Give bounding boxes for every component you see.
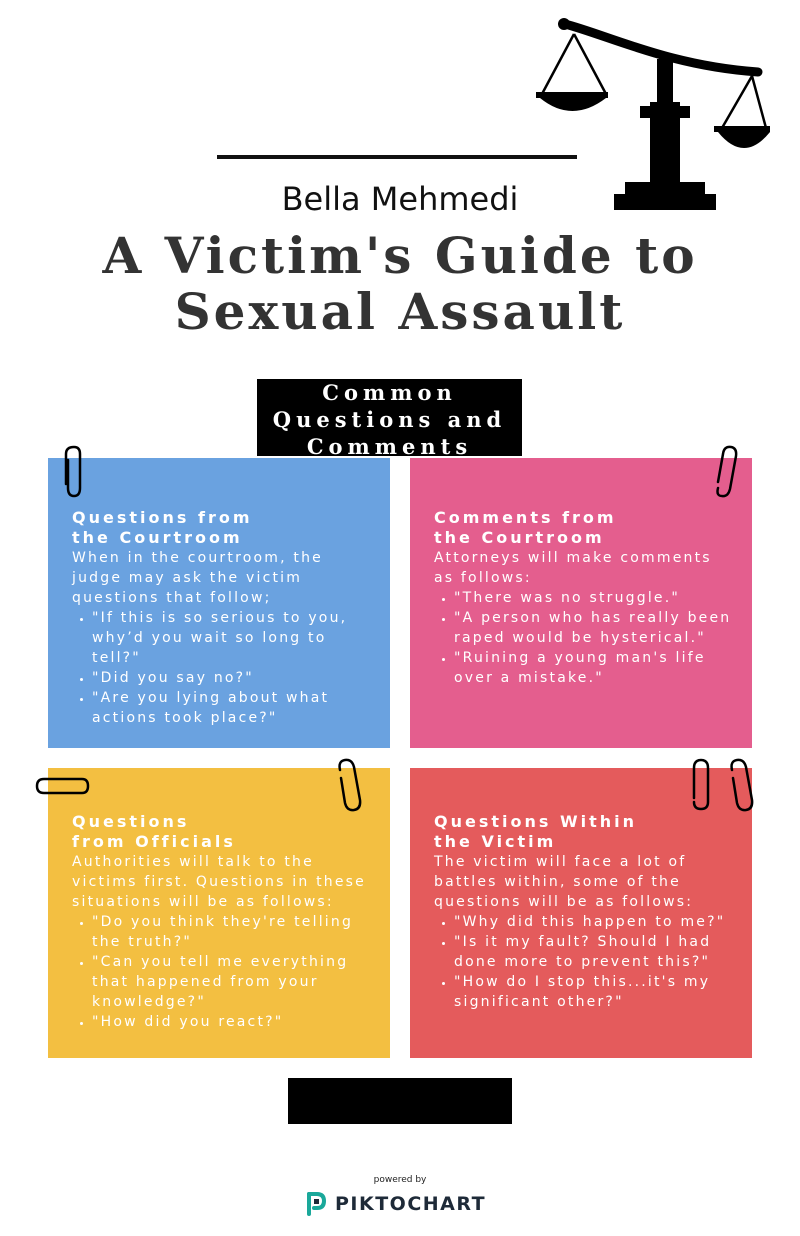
card-title (434, 812, 736, 852)
card-list (72, 912, 374, 1032)
card-title-line-2: the Victim (434, 832, 557, 851)
list-item: • "Is it my fault? Should I had done more to prevent this?" (454, 932, 736, 972)
card-title-line-1: Questions Within (434, 812, 638, 831)
card-title (72, 508, 374, 548)
banner-line-2: Questions and (272, 407, 507, 432)
card-title-line-1: Comments from (434, 508, 617, 527)
list-item: • "Do you think they're telling the truth?" (92, 912, 374, 952)
bottom-black-block (288, 1078, 512, 1124)
list-item: • "Why did this happen to me?" (454, 912, 736, 932)
card-title-line-2: the Courtroom (72, 528, 243, 547)
card-list (434, 588, 736, 688)
header-rule (217, 155, 577, 159)
card-list (434, 912, 736, 1012)
list-item: • "Can you tell me everything that happened from your knowledge?" (92, 952, 374, 1012)
banner-line-1: Common (322, 380, 457, 405)
section-banner (257, 379, 522, 456)
card-comments-courtroom (410, 458, 752, 748)
list-item: • "There was no struggle." (454, 588, 736, 608)
page-title (60, 228, 740, 340)
card-intro: The victim will face a lot of battles within, some of the questions will be as follows: (434, 854, 694, 910)
powered-by-label: powered by (373, 1175, 427, 1185)
card-title (72, 812, 374, 852)
piktochart-brand[interactable] (305, 1188, 505, 1220)
list-item: • "If this is so serious to you, why’d you wait so long to tell?" (92, 608, 374, 668)
title-line-1: A Victim's Guide to (102, 226, 698, 285)
author-name: Bella Mehmedi (281, 180, 519, 218)
card-list (72, 608, 374, 728)
paperclip-icon (34, 774, 92, 798)
banner-line-3: Comments (306, 434, 473, 456)
card-questions-courtroom (48, 458, 390, 748)
paperclip-icon (724, 756, 756, 814)
paperclip-icon (688, 756, 714, 812)
list-item: • "How do I stop this...it's my significant other?" (454, 972, 736, 1012)
list-item: • "Are you lying about what actions took place?" (92, 688, 374, 728)
piktochart-wordmark: PIKTOCHART (335, 1193, 487, 1215)
piktochart-logo-icon (305, 1191, 327, 1217)
paperclip-icon (708, 444, 740, 500)
card-title-line-1: Questions (72, 812, 190, 831)
card-intro: When in the courtroom, the judge may ask the victim questions that follow; (72, 550, 323, 606)
card-intro: Authorities will talk to the victims first. Questions in these situations will be as follows: (72, 854, 366, 910)
list-item: • "A person who has really been raped would be hysterical." (454, 608, 736, 648)
list-item: • "Ruining a young man's life over a mistake." (454, 648, 736, 688)
paperclip-icon (332, 756, 364, 814)
list-item: • "How did you react?" (92, 1012, 374, 1032)
list-item: • "Did you say no?" (92, 668, 374, 688)
card-title (434, 508, 736, 548)
title-line-2: Sexual Assault (174, 282, 626, 341)
paperclip-icon (60, 444, 86, 500)
card-title-line-2: the Courtroom (434, 528, 605, 547)
card-title-line-1: Questions from (72, 508, 253, 527)
card-intro: Attorneys will make comments as follows: (434, 550, 712, 586)
card-title-line-2: from Officials (72, 832, 236, 851)
